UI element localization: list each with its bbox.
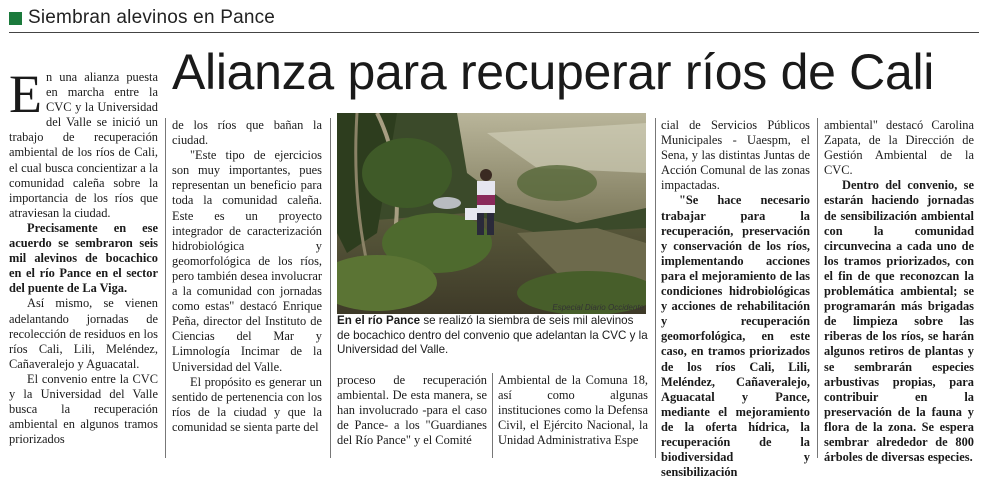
column-divider (492, 373, 493, 458)
paragraph: Ambiental de la Comuna 18, así como algunas instituciones como la Defensa Civil, el Ejército Nacional, la Unidad Administrativa Espe (498, 373, 648, 448)
paragraph: "Este tipo de ejercicios son muy importantes, pues representan un beneficio para toda la comunidad caleña. Este es un proyecto integrador de caracterización hidrobiológica y geomorfológica de los ríos, pero también desea involucrar a la comunidad con jornadas como estas" destacó Enrique Peña, director del Instituto de Ciencias del Mar y Limnología Incimar de la Universidad del Valle. (172, 148, 322, 374)
paragraph: Precisamente en ese acuerdo se sembraron seis mil alevinos de bocachico en el río Pance en el sector del puente de La Viga. (9, 220, 158, 296)
caption-lead: En el río Pance (337, 314, 421, 327)
paragraph: ambiental" destacó Carolina Zapata, de la Dirección de Gestión Ambiental de la CVC. (824, 118, 974, 178)
column-5 (661, 118, 810, 480)
photo-credit: Especial Diario Occidente (552, 303, 644, 312)
paragraph: "Se hace necesario trabajar para la recuperación, preservación y conservación de los ríos, implementando acciones para el mejoramiento de las condiciones hidrobiológicas y acciones de rehabilitación y recuperación geomorfológica, en este caso, en tramos priorizados de los ríos Cali, Lili, Meléndez, Cañaveralejo, Aguacatal y Pance, mediante el mejoramiento de la oferta hídrica, la recuperación de la biodiversidad y sensibilización (661, 193, 810, 480)
paragraph (9, 64, 158, 221)
paragraph: Dentro del convenio, se estarán haciendo jornadas de sensibilización ambiental con la comunidad circunvecina a cada uno de los tramos priorizados, con el fin de que reconozcan la problemática ambiental; se programarán más brigadas de limpieza sobre las riberas de los ríos, se harán algunos retiros de plantas y se sembrarán especies arbustivas propias, para contribuir en la preservación de la fauna y flora de la zona. Se espera sembrar alrededor de 800 árboles de diversas especies. (824, 178, 974, 465)
column-2 (172, 118, 322, 435)
section-divider (9, 32, 979, 33)
riverbank-photo-illustration (337, 113, 646, 314)
paragraph-text: n una alianza puesta en marcha entre la CVC y la Universidad del Valle se inició un trabajo de recuperación ambiental de los ríos de Cali, el cual busca concientizar a la comunidad caleña sobre la importancia de los ríos que atraviesan la ciudad. (9, 70, 158, 220)
column-divider (817, 118, 818, 458)
column-4 (498, 373, 648, 448)
column-divider (165, 118, 166, 458)
photo-caption (337, 314, 649, 358)
column-divider (655, 118, 656, 458)
paragraph: proceso de recuperación ambiental. De esta manera, se han involucrado -para el caso de Pance- a los "Guardianes del Río Pance" y el Comité (337, 373, 487, 448)
paragraph: cial de Servicios Públicos Municipales - Uaespm, el Sena, y las distintas Juntas de Acción Comunal de las zonas impactadas. (661, 118, 810, 193)
paragraph: Así mismo, se vienen adelantando jornadas de recolección de residuos en los ríos Cali, Lili, Meléndez, Cañaveralejo y Aguacatal. (9, 296, 158, 371)
paragraph: El propósito es generar un sentido de pertenencia con los ríos de la ciudad y que la comunidad se sienta parte del (172, 374, 322, 434)
article-headline: Alianza para recuperar ríos de Cali (172, 44, 935, 100)
column-1 (9, 64, 158, 447)
article-photo (337, 113, 646, 314)
section-label: Siembran alevinos en Pance (28, 7, 276, 28)
section-square-icon (9, 12, 22, 25)
dropcap: E (9, 64, 42, 124)
column-3 (337, 373, 487, 448)
section-header (9, 6, 979, 30)
paragraph: El convenio entre la CVC y la Universidad del Valle busca la recuperación ambiental en algunos tramos priorizados (9, 371, 158, 447)
caption-text: se realizó la siembra de seis mil alevinos de bocachico dentro del convenio que adelantan la CVC y la Universidad del Valle. (337, 314, 648, 356)
paragraph: de los ríos que bañan la ciudad. (172, 118, 322, 148)
column-6 (824, 118, 974, 465)
column-divider (330, 118, 331, 458)
